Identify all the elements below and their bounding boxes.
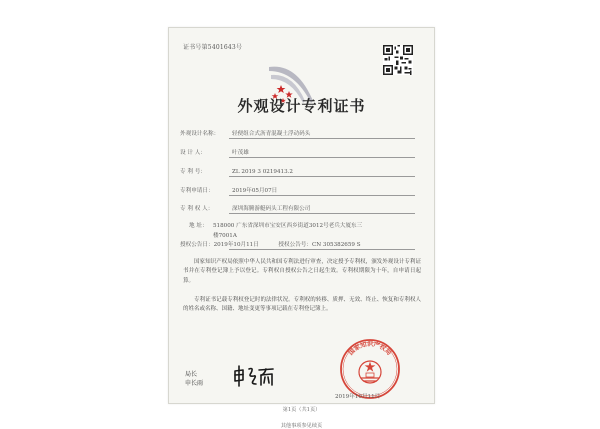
seal-date: 2019年10月11日	[335, 394, 381, 400]
address-line-2: 楼7001A	[213, 233, 237, 239]
design-name-value: 轻便组合式沥青混凝土浮动码头	[232, 131, 311, 137]
page-number: 第1页（共1页）	[282, 407, 321, 413]
footer-note: 其他事项参见续页	[280, 423, 323, 429]
address-label: 地 址：	[189, 223, 208, 229]
patentee-row	[180, 204, 310, 212]
patent-number-underline	[229, 176, 415, 177]
director-label-1: 局长	[185, 371, 198, 378]
grant-date-label: 授权公告日：	[180, 242, 214, 248]
designer-row	[180, 148, 249, 156]
patentee-label: 专 利 权 人：	[180, 206, 214, 212]
official-seal-icon	[339, 338, 401, 400]
filing-date-row	[180, 186, 277, 194]
patent-number-label: 专 利 号：	[180, 169, 206, 175]
designer-underline	[229, 157, 415, 158]
grant-info-underline	[229, 249, 415, 250]
designer-label: 设 计 人：	[180, 150, 206, 156]
legal-paragraph-2	[183, 296, 421, 315]
director-signature	[232, 365, 276, 387]
certificate-page	[168, 27, 435, 429]
grant-number-label: 授权公告号：	[278, 242, 312, 248]
grant-number-value: CN 305382659 S	[311, 242, 361, 248]
filing-date-label: 专利申请日：	[180, 188, 214, 194]
certificate-number: 证书号第5401643号	[183, 44, 243, 51]
grant-date-value: 2019年10月11日	[213, 242, 259, 248]
filing-date-underline	[229, 195, 415, 196]
legal-paragraph-1-text: 国家知识产权局依照中华人民共和国专利法进行审查，决定授予专利权，颁发外观设计专利证书并在专利登记簿上予以登记。专利权自授权公告之日起生效。专利权期限为十年，自申请日起算。	[183, 259, 421, 284]
qr-code-icon	[383, 45, 413, 75]
grant-info-row	[180, 240, 361, 248]
design-name-label: 外观设计名称：	[180, 131, 220, 137]
legal-paragraph-2-text: 专利证书记载专利权登记时的法律状况。专利权的转移、质押、无效、终止、恢复和专利权人的姓名或名称、国籍、地址变更等事项记载在专利登记簿上。	[183, 297, 421, 313]
filing-date-value: 2019年05月07日	[232, 188, 278, 194]
legal-paragraph-1	[183, 258, 421, 286]
patentee-value: 深圳海腾游艇码头工程有限公司	[232, 206, 311, 212]
design-name-underline	[229, 138, 415, 139]
patentee-underline	[229, 213, 415, 214]
director-label-2: 申长雨	[185, 380, 204, 387]
seal-text: 国家知识产权局	[347, 341, 393, 357]
designer-value: 叶茂雄	[232, 150, 249, 156]
patent-number-value: ZL 2019 3 0219413.2	[232, 169, 293, 175]
design-name-row	[180, 129, 310, 137]
address-line-1: 518000 广东省深圳市宝安区西乡街道3012号老兵大厦东三	[213, 223, 363, 229]
patent-number-row	[180, 167, 293, 175]
certificate-title: 外观设计专利证书	[237, 97, 366, 115]
